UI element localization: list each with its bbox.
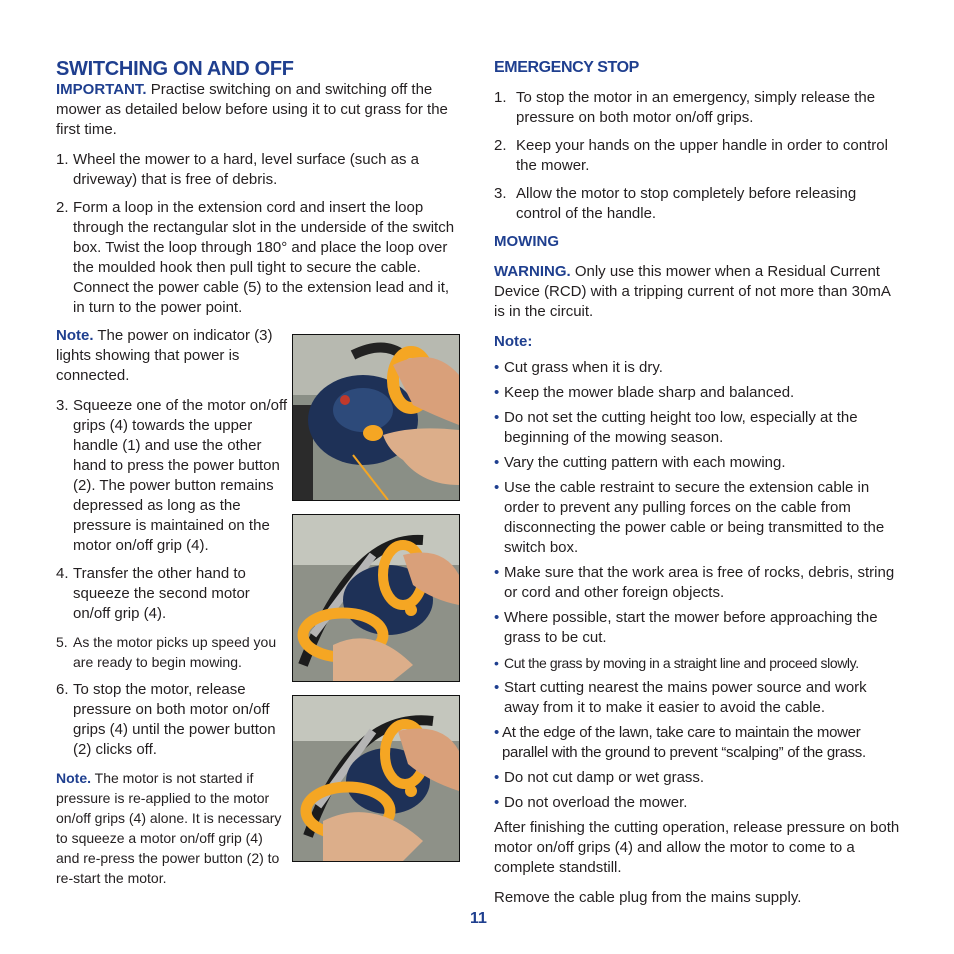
step-text: Allow the motor to stop completely before releasing control of the handle.	[516, 185, 857, 222]
list-item	[494, 793, 904, 813]
warning-label: WARNING.	[494, 263, 571, 280]
bullet-icon: •	[494, 609, 500, 626]
list-item	[56, 396, 288, 556]
step-text: Squeeze one of the motor on/off grips (4) towards the upper handle (1) and use the other hand to press the power button (2). The power button remains depressed as long as the pressure is maintained on the motor on/off grip (4).	[73, 397, 288, 554]
warning-text: Only use this mower when a Residual Current Device (RCD) with a tripping current of not more than 30mA is in the circuit.	[494, 263, 890, 320]
bullet-text: Do not set the cutting height too low, especially at the beginning of the mowing season.	[504, 409, 858, 446]
step-text: To stop the motor, release pressure on both motor on/off grips (4) until the power button (2) clicks off.	[73, 681, 276, 758]
list-item	[494, 608, 904, 648]
step-text: Form a loop in the extension cord and insert the loop through the rectangular slot in the underside of the switch box. Twist the loop through 180° and place the loop over the moulded hook then pull tight to secure the cable. Connect the power cable (5) to the extension lead and it, in turn to the power point.	[73, 199, 455, 316]
bullet-text: Start cutting nearest the mains power source and work away from it to make it easier to avoid the cable.	[504, 679, 867, 716]
page-number: 11	[470, 910, 487, 927]
step-text: To stop the motor in an emergency, simply release the pressure on both motor on/off grips.	[516, 89, 876, 126]
step-text: Keep your hands on the upper handle in order to control the mower.	[516, 137, 888, 174]
bullet-text: Do not overload the mower.	[504, 794, 688, 811]
important-paragraph	[56, 80, 464, 140]
bullet-icon: •	[494, 384, 500, 401]
step-text: As the motor picks up speed you are ready to begin mowing.	[73, 634, 277, 670]
note-label: Note.	[56, 327, 94, 344]
list-item	[494, 563, 904, 603]
bullet-text: Use the cable restraint to secure the extension cable in order to prevent any pulling forces on the cable from disconnecting the power cable or being transmitted to the switch box.	[504, 479, 885, 556]
bullet-text: Cut the grass by moving in a straight line and proceed slowly.	[504, 655, 859, 671]
step-number: 2.	[494, 137, 507, 154]
list-item	[494, 88, 904, 128]
bullet-icon: •	[494, 769, 500, 786]
step-text: Wheel the mower to a hard, level surface (such as a driveway) that is free of debris.	[73, 151, 419, 188]
step-number: 4.	[56, 565, 69, 582]
step-number: 3.	[494, 185, 507, 202]
bullet-icon: •	[494, 679, 500, 696]
right-column	[494, 58, 904, 918]
bullet-icon: •	[494, 454, 500, 471]
section-heading: SWITCHING ON AND OFF	[56, 58, 294, 80]
step-number: 2.	[56, 199, 69, 216]
step-number: 5.	[56, 634, 68, 650]
photo-squeeze-grip	[292, 514, 460, 682]
list-item	[494, 653, 904, 673]
list-item	[494, 136, 904, 176]
list-item	[494, 768, 904, 788]
emergency-stop-heading: EMERGENCY STOP	[494, 59, 639, 76]
photo-press-power-button	[292, 334, 460, 501]
bullet-text: Make sure that the work area is free of rocks, debris, string or cord and other foreign objects.	[504, 564, 895, 601]
list-item	[56, 150, 464, 190]
bullet-text: Where possible, start the mower before approaching the grass to be cut.	[504, 609, 878, 646]
note-label: Note.	[56, 770, 91, 786]
list-item	[56, 564, 288, 624]
step-number: 1.	[494, 89, 507, 106]
after-cutting-paragraph: After finishing the cutting operation, release pressure on both motor on/off grips (4) and allow the motor to come to a complete standstill.	[494, 819, 900, 876]
bullet-icon: •	[494, 655, 499, 671]
bullet-text: Cut grass when it is dry.	[504, 359, 663, 376]
remove-plug-paragraph: Remove the cable plug from the mains supply.	[494, 889, 802, 906]
note-power-indicator	[56, 326, 288, 386]
note-label: Note:	[494, 333, 533, 350]
bullet-text: Keep the mower blade sharp and balanced.	[504, 384, 795, 401]
list-item	[494, 723, 904, 763]
list-item	[494, 358, 904, 378]
note-text: The power on indicator (3) lights showing that power is connected.	[56, 327, 273, 384]
step-number: 6.	[56, 681, 69, 698]
bullet-icon: •	[494, 564, 500, 581]
bullet-text: At the edge of the lawn, take care to maintain the mower parallel with the ground to prevent “scalping” of the grass.	[502, 724, 866, 761]
bullet-icon: •	[494, 479, 500, 496]
list-item	[56, 680, 288, 760]
list-item	[494, 478, 904, 558]
step-text: Transfer the other hand to squeeze the second motor on/off grip (4).	[73, 565, 250, 622]
photo-both-grips	[292, 695, 460, 862]
step-number: 1.	[56, 151, 69, 168]
list-item	[494, 678, 904, 718]
mowing-heading: MOWING	[494, 233, 559, 250]
bullet-text: Do not cut damp or wet grass.	[504, 769, 705, 786]
bullet-icon: •	[494, 359, 500, 376]
note-restart-motor	[56, 768, 288, 888]
warning-paragraph	[494, 262, 904, 322]
note-text: The motor is not started if pressure is re-applied to the motor on/off grips (4) alone. It is necessary to squeeze a motor on/off grip (4) and re-press the power button (2) to re-start the motor.	[56, 770, 282, 886]
bullet-text: Vary the cutting pattern with each mowing.	[504, 454, 786, 471]
important-label: IMPORTANT.	[56, 81, 147, 98]
important-text: Practise switching on and switching off the mower as detailed below before using it to cut grass for the first time.	[56, 81, 448, 138]
list-item	[494, 408, 904, 448]
bullet-icon: •	[494, 409, 500, 426]
step-number: 3.	[56, 397, 69, 414]
bullet-icon: •	[494, 794, 500, 811]
list-item	[56, 198, 464, 318]
list-item	[494, 383, 904, 403]
bullet-icon: •	[494, 724, 499, 741]
list-item	[494, 184, 904, 224]
list-item	[56, 632, 288, 672]
list-item	[494, 453, 904, 473]
